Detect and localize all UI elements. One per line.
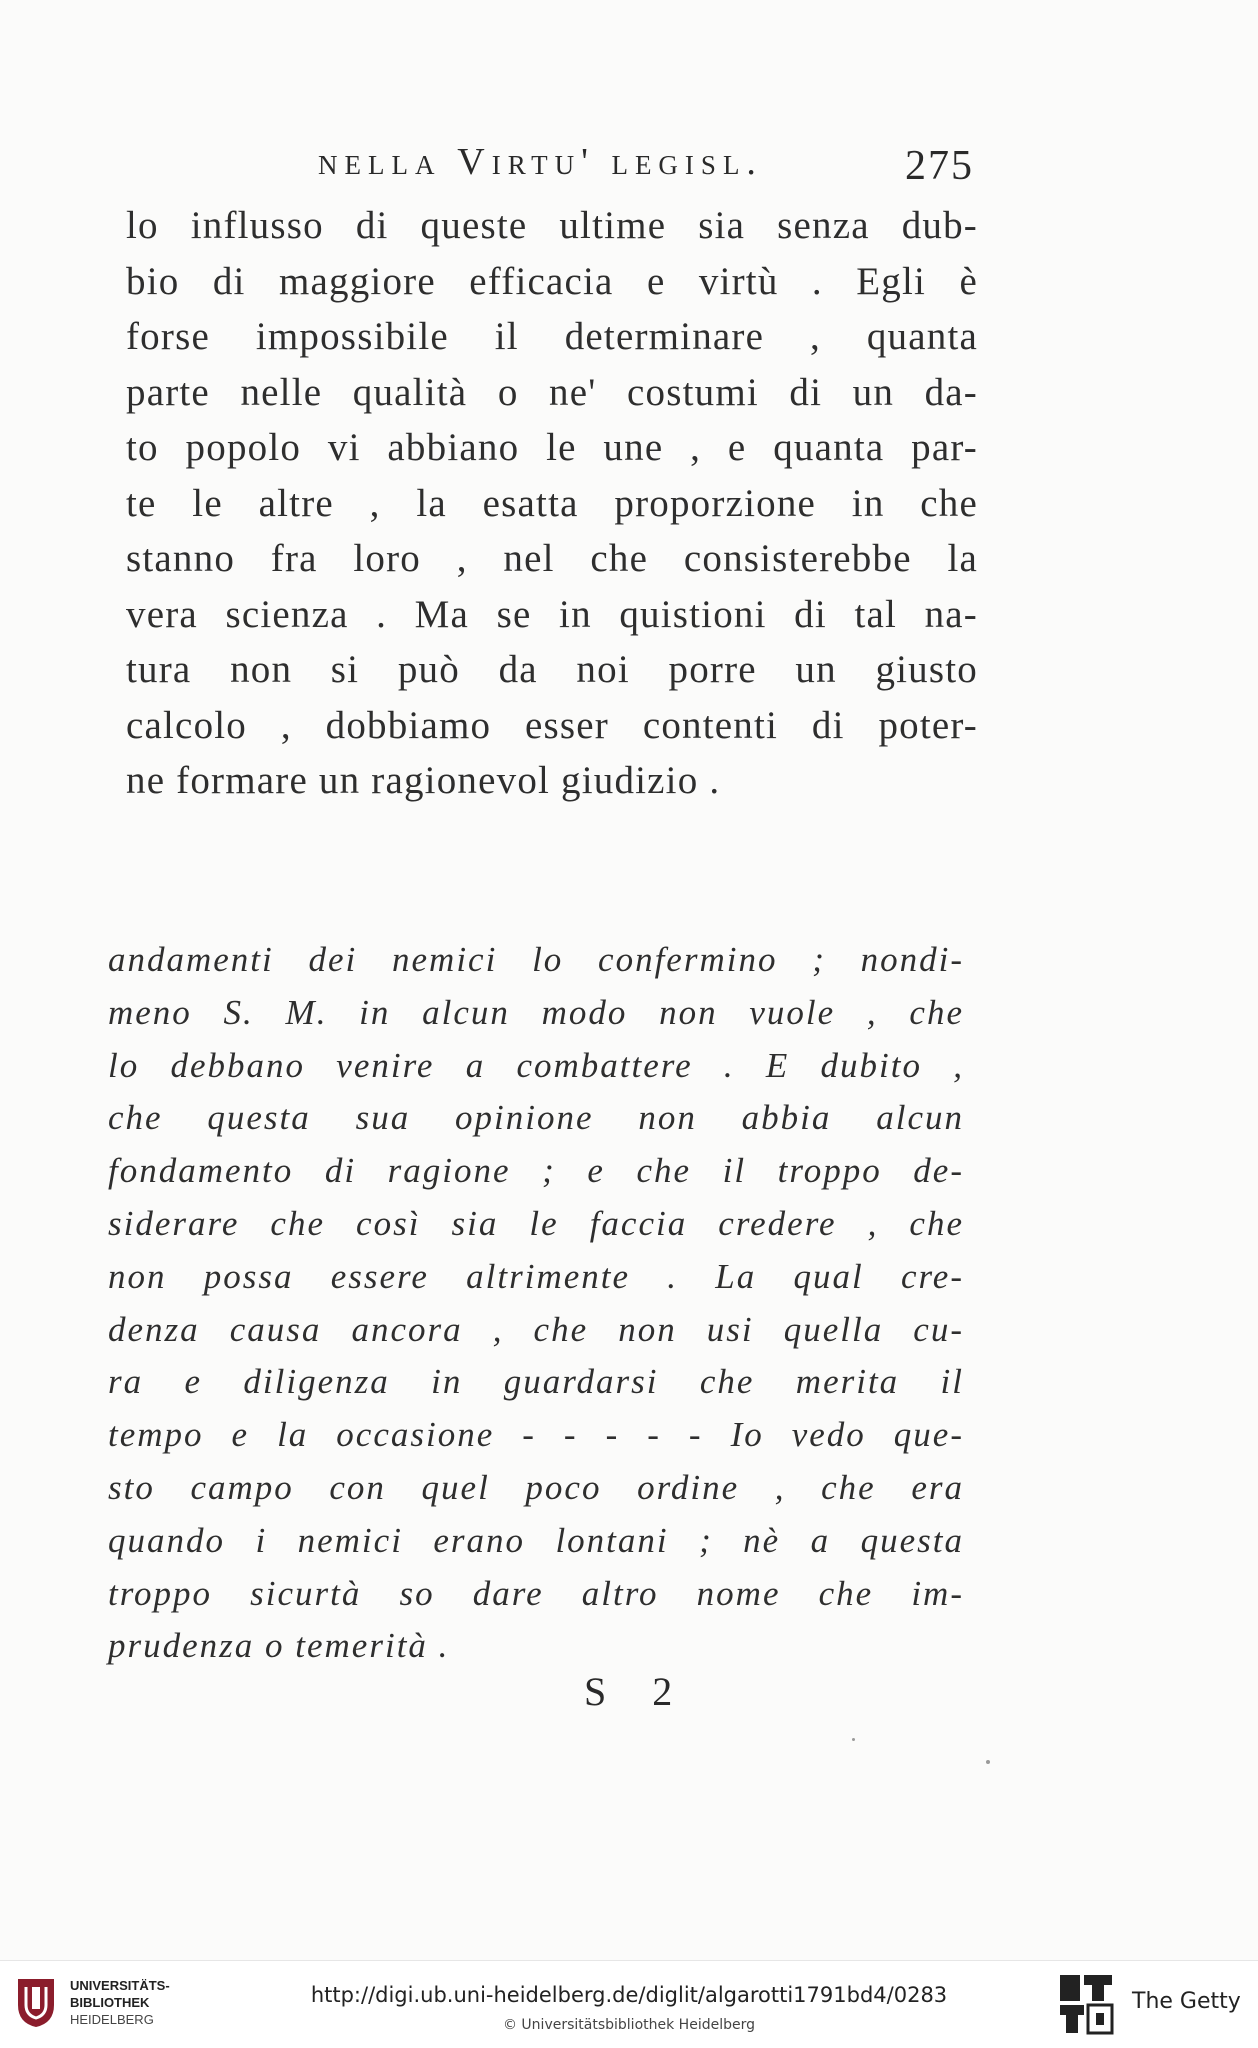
text-line: bio di maggiore efficacia e virtù . Egli è (126, 259, 978, 303)
copyright-notice: © Universitätsbibliothek Heidelberg (502, 2017, 755, 2033)
paper-speck (986, 1760, 990, 1764)
note-line: troppo sicurtà so dare altro nome che im- (108, 1573, 964, 1613)
note-line: fondamento di ragione ; e che il troppo de- (108, 1151, 964, 1191)
text-line: forse impossibile il determinare , quanta (126, 315, 978, 358)
signature-mark: S 2 (584, 1669, 691, 1714)
running-title: nella Virtu' legisl. (318, 141, 763, 183)
permalink-url[interactable]: http://digi.ub.uni-heidelberg.de/diglit/algarotti1791bd4/0283 (310, 1983, 948, 2007)
main-text (126, 198, 978, 809)
running-head (0, 140, 1258, 200)
text-line: parte nelle qualità o ne' costumi di un da- (126, 370, 978, 414)
getty-logo-icon (1058, 1973, 1114, 2035)
note-line: tempo e la occasione - - - - - Io vedo que- (108, 1415, 964, 1455)
italic-note (108, 934, 964, 1673)
note-line: andamenti dei nemici lo confermino ; nondi- (108, 940, 964, 979)
page-number: 275 (905, 143, 974, 189)
text-line: te le altre , la esatta proporzione in che (126, 481, 978, 525)
text-line: lo influsso di queste ultime sia senza dub- (126, 204, 978, 247)
library-name-line: HEIDELBERG (70, 2012, 154, 2027)
note-line: non possa essere altrimente . La qual cre- (108, 1256, 964, 1296)
footer-bar (0, 1960, 1258, 2048)
library-name-line: UNIVERSITÄTS- (70, 1978, 170, 1993)
note-line: meno S. M. in alcun modo non vuole , che (108, 992, 964, 1032)
note-line: denza causa ancora , che non usi quella cu- (108, 1309, 964, 1349)
note-line: siderare che così sia le faccia credere , che (108, 1203, 964, 1243)
paper-speck (852, 1738, 855, 1741)
text-line: to popolo vi abbiano le une , e quanta par- (126, 426, 978, 469)
text-line: calcolo , dobbiamo esser contenti di poter- (126, 703, 978, 747)
note-line: prudenza o temerità . (108, 1626, 450, 1666)
note-line: che questa sua opinione non abbia alcun (108, 1098, 964, 1138)
note-line: lo debbano venire a combattere . E dubito , (108, 1045, 964, 1085)
note-line: quando i nemici erano lontani ; nè a questa (108, 1520, 964, 1560)
text-line: ne formare un ragionevol giudizio . (126, 759, 721, 802)
text-line: vera scienza . Ma se in quistioni di tal na- (126, 592, 978, 636)
note-line: ra e diligenza in guardarsi che merita il (108, 1362, 964, 1402)
library-name-line: BIBLIOTHEK (70, 1995, 150, 2010)
text-line: tura non si può da noi porre un giusto (126, 648, 978, 691)
text-line: stanno fra loro , nel che consisterebbe la (126, 537, 978, 580)
note-line: sto campo con quel poco ordine , che era (108, 1467, 964, 1507)
getty-name: The Getty (1132, 1989, 1241, 2014)
